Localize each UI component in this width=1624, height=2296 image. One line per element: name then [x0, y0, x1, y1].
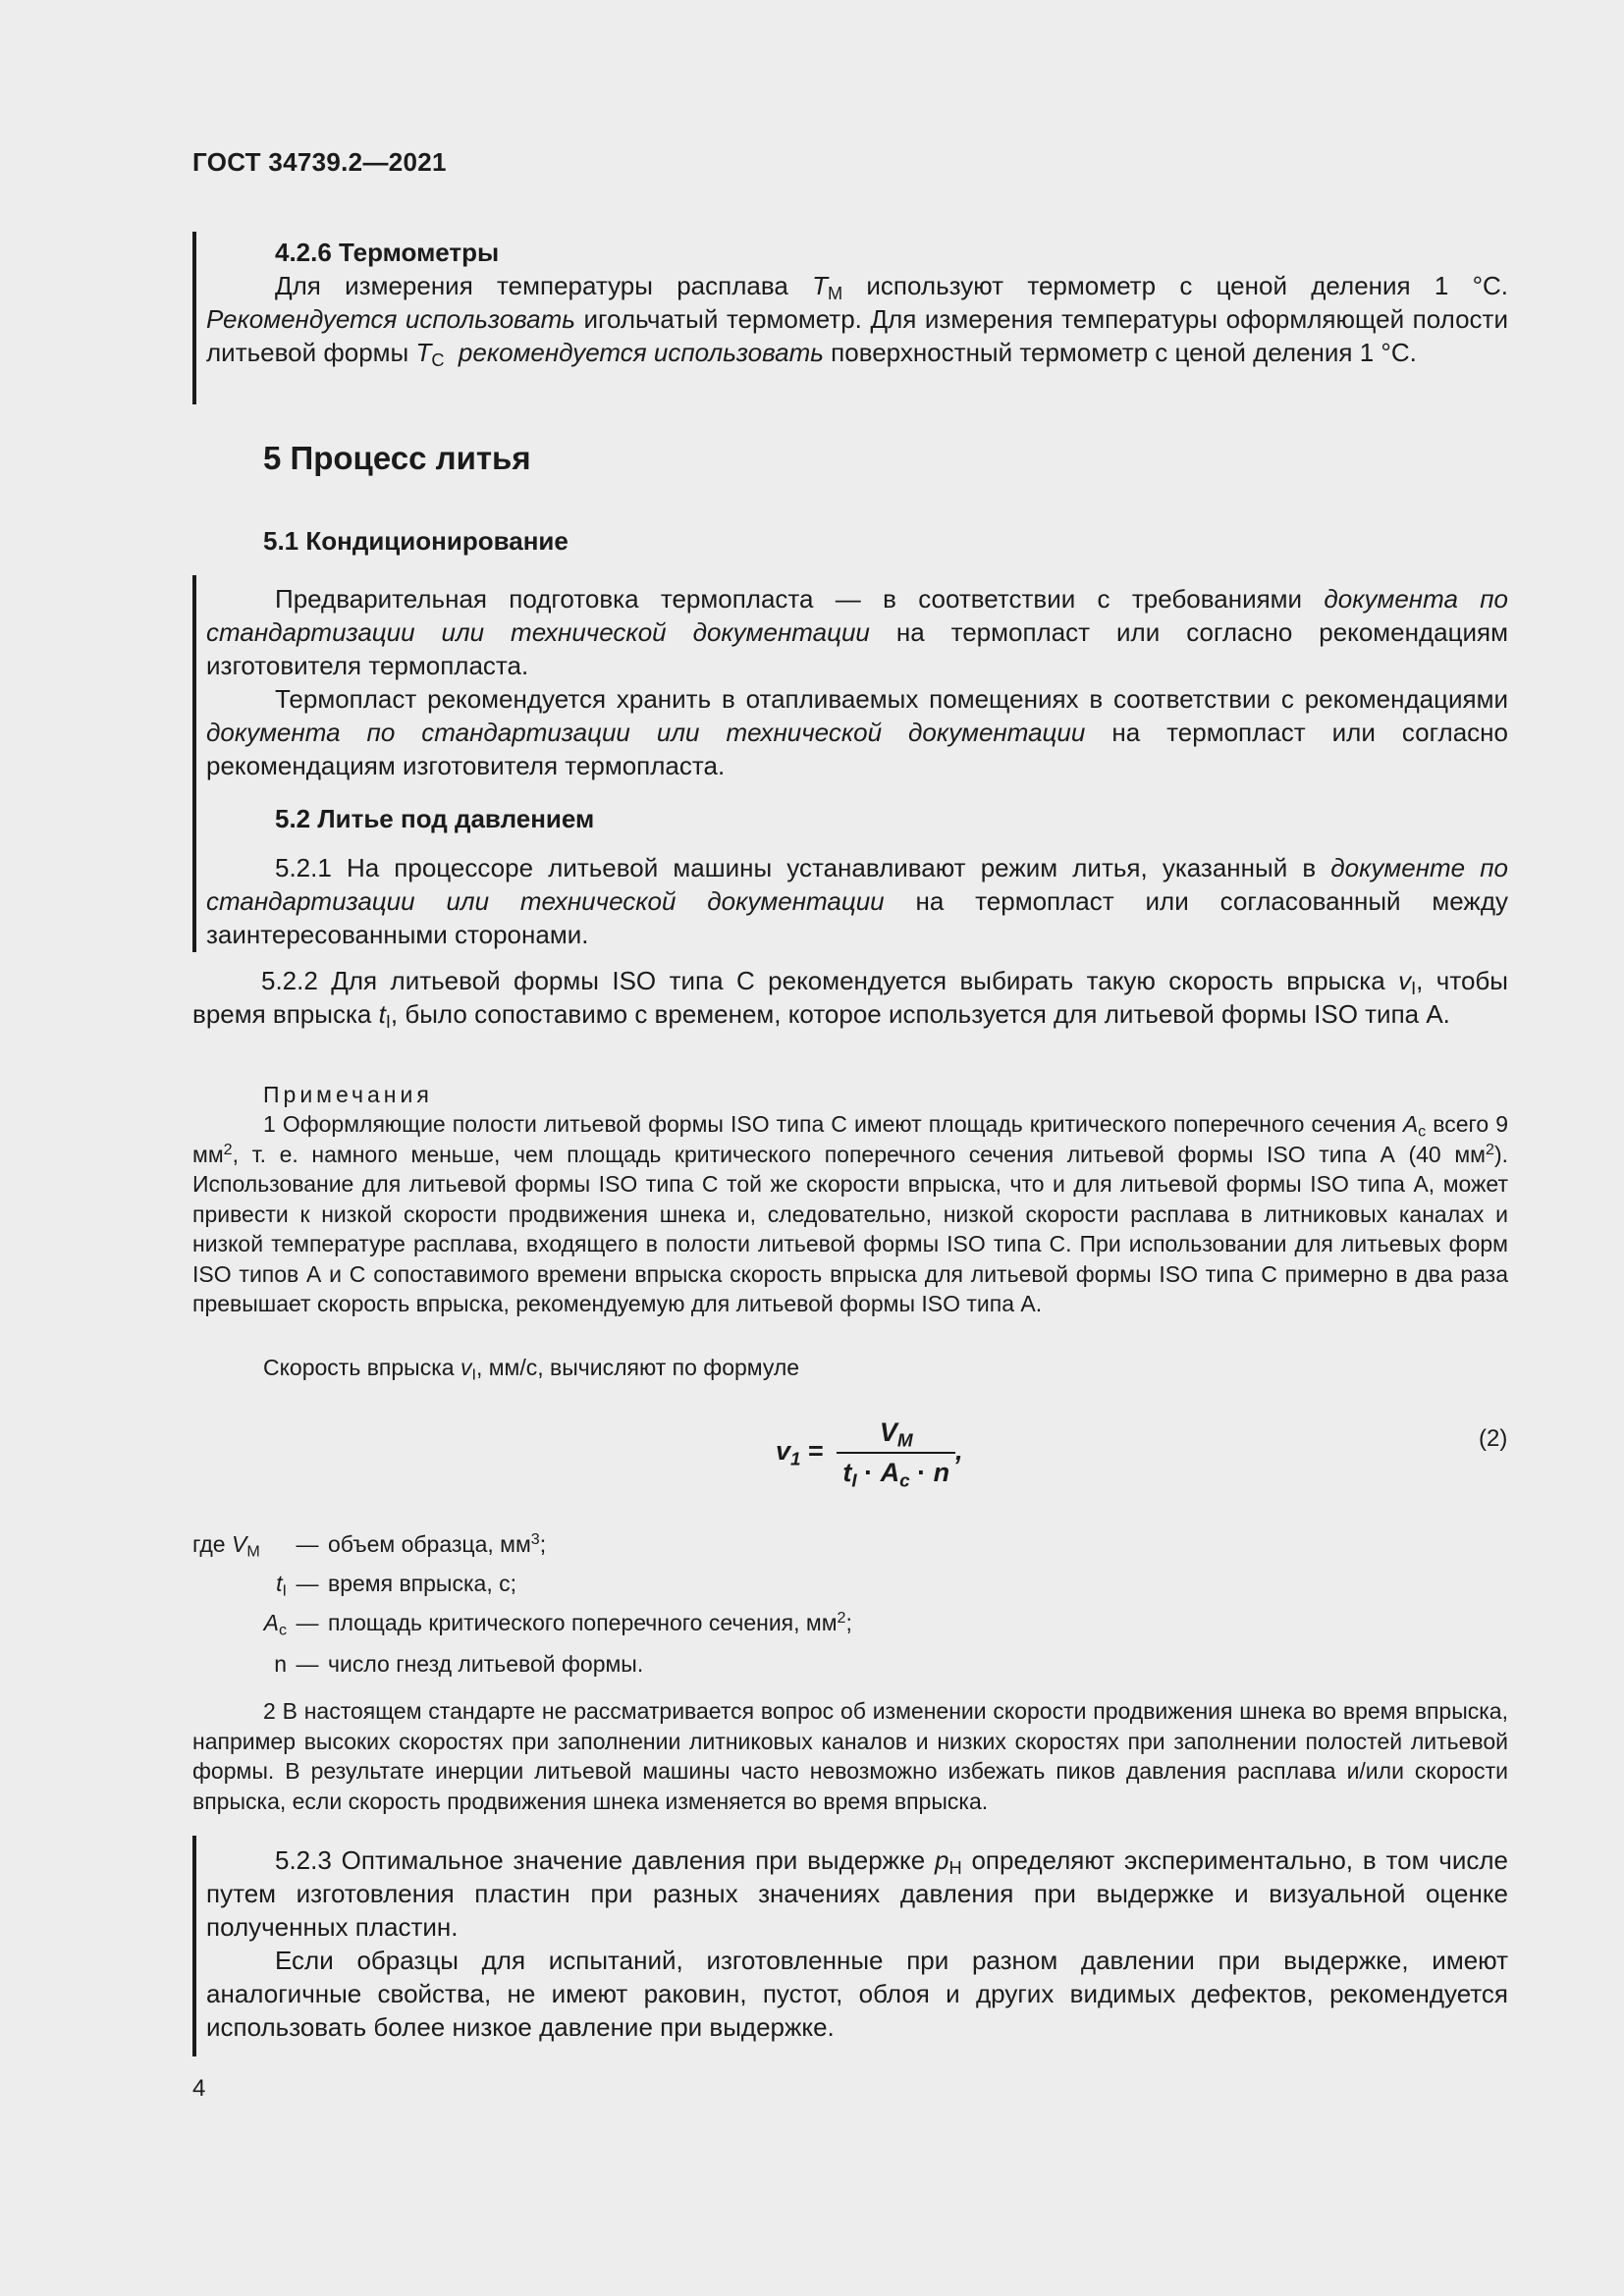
note-1: 1 Оформляющие полости литьевой формы ISO типа С имеют площадь критического поперечного сечения $A_c$ всего 9 $мм^2$, т. е. намного меньше, чем площадь критического поперечного сечения литьевой формы ISO типа А (40 $мм^2$). Использование для литьевой формы ISO типа С той же скорости впрыска, что и для литьевой формы ISO типа А, может привести к низкой скорости продвижения шнека и, следовательно, низкой скорости расплава в литниковых каналах и низкой температуре расплава, входящего в полости литьевой формы ISO типа С. При использовании для литьевых форм ISO типов А и С сопоставимого времени впрыска скорость впрыска для литьевой формы ISO типа С примерно в два раза превышает скорость впрыска, рекомендуемую для литьевой формы ISO типа А. — [192, 1111, 1508, 1316]
section-5-2-title: 5.2 Литье под давлением — [275, 804, 595, 833]
section-4-2-6: 4.2.6 Термометры Для измерения температуры расплава $T_M$ используют термометр с ценой деления 1 °С. Рекомендуется использовать игольчатый термометр. Для измерения температуры оформляющей полости литьевой формы $T_C$ рекомендуется использовать поверхностный термометр с ценой деления 1 °С. — [206, 238, 1508, 371]
change-bar — [192, 575, 196, 952]
page-number: 4 — [192, 2075, 206, 2102]
paragraph-5-2-3: 5.2.3 Оптимальное значение давления при выдержке $p_H$ определяют экспериментально, в том числе путем изготовления пластин при разных значениях давления при выдержке и визуальной оценке полученных пластин. Если образцы для испытаний, изготовленные при разном давлении при выдержке, имеют аналогичные свойства, не имеют раковин, пустот, облоя и других видимых дефектов, рекомендуется использовать более низкое давление при выдержке. — [206, 1845, 1508, 2042]
section-5-1-body: Предварительная подготовка термопласта — в соответствии с требованиями документа по стандартизации или технической документации на термопласт или согласно рекомендациям изготовителя термопласта. Термопласт рекомендуется хранить в отапливаемых помещениях в соответствии с рекомендациями документа по стандартизации или технической документации на термопласт или согласно рекомендациям изготовителя термопласта. — [206, 584, 1509, 780]
note-2: 2 В настоящем стандарте не рассматривается вопрос об изменении скорости продвижения шнека во время впрыска, например высоких скоростях при заполнении литниковых каналов и низких скоростях при заполнении полостей литьевой формы. В результате инерции литьевой машины часто невозможно избежать пиков давления расплава и/или скорости впрыска, если скорость продвижения шнека изменяется во время впрыска. — [192, 1698, 1508, 1814]
legend-row: n — число гнезд литьевой формы. — [274, 1651, 644, 1677]
subsection-title: 4.2.6 Термометры — [275, 238, 500, 267]
paragraph-5-2-1: 5.2.1 На процессоре литьевой машины устанавливают режим литья, указанный в документе по стандартизации или технической документации на термопласт или согласованный между заинтересованными сторонами. — [206, 853, 1509, 949]
change-bar — [192, 1836, 196, 2056]
notes-heading: Примечания — [263, 1082, 433, 1107]
legend-row: $A_c$ — площадь критического поперечного сечения, $мм^2$; — [263, 1608, 852, 1639]
section-title: 5 Процесс литья — [263, 440, 531, 476]
change-bar — [192, 232, 196, 404]
legend-row: $t_I$ — время впрыска, с; — [276, 1571, 516, 1600]
paragraph-5-2-2: 5.2.2 Для литьевой формы ISO типа С рекомендуется выбирать такую скорость впрыска $v_I$, чтобы время впрыска $t_I$, было сопоставимо с временем, которое используется для литьевой формы ISO типа А. — [192, 966, 1508, 1033]
formula: $v_1$ = $\frac{V_M}{t_I \cdot A_c \cdot n}$ , — [776, 1417, 963, 1492]
legend-row: где $V_M$ — объем образца, $мм^3$; — [192, 1529, 547, 1561]
document-id: ГОСТ 34739.2—2021 — [192, 147, 447, 177]
formula-intro: Скорость впрыска $v_I$, мм/с, вычисляют по формуле — [263, 1355, 800, 1384]
fraction: $\frac{V_M}{t_I \cdot A_c \cdot n}$ — [837, 1417, 955, 1488]
subsection-title: 5.1 Кондиционирование — [263, 526, 568, 556]
equation-number: (2) — [1479, 1425, 1508, 1452]
